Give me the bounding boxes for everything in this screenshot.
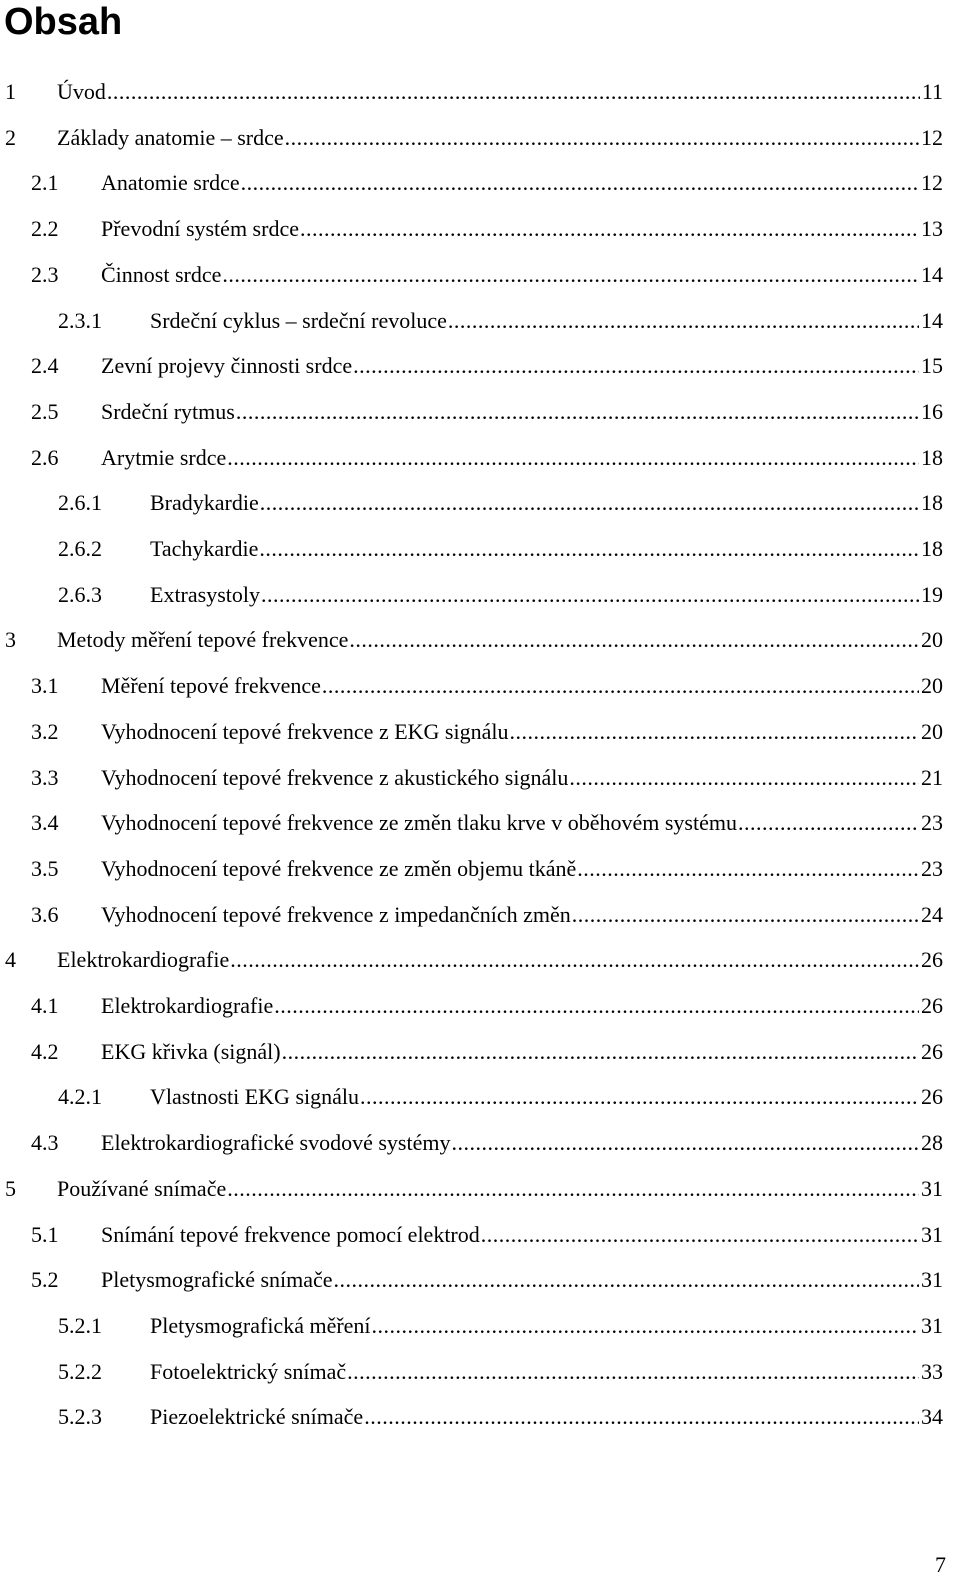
toc-leader-dots xyxy=(261,580,919,610)
toc-entry-label: Arytmie srdce xyxy=(101,445,227,470)
toc-entry-number: 3 xyxy=(5,627,16,652)
toc-entry-number: 2.3.1 xyxy=(58,308,102,333)
toc-entry[interactable] xyxy=(0,991,943,1021)
toc-entry-label: Základy anatomie – srdce xyxy=(57,125,284,150)
toc-entry-number: 2.2 xyxy=(31,216,59,241)
toc-leader-dots xyxy=(509,717,919,747)
toc-entry-number: 5.2.1 xyxy=(58,1313,102,1338)
toc-leader-dots xyxy=(230,945,919,975)
toc-entry-label: Elektrokardiografie xyxy=(57,947,230,972)
toc-leader-dots xyxy=(349,625,919,655)
toc-entry[interactable] xyxy=(0,1311,943,1341)
toc-leader-dots xyxy=(364,1402,919,1432)
toc-entry[interactable] xyxy=(0,580,943,610)
toc-leader-dots xyxy=(738,808,919,838)
toc-entry[interactable] xyxy=(0,763,943,793)
toc-leader-dots xyxy=(285,123,919,153)
toc-entry-page: 15 xyxy=(921,353,943,378)
toc-entry-page: 26 xyxy=(921,1039,943,1064)
toc-leader-dots xyxy=(300,214,919,244)
toc-entry-page: 28 xyxy=(921,1130,943,1155)
toc-leader-dots xyxy=(222,260,919,290)
toc-entry[interactable] xyxy=(0,306,943,336)
toc-entry[interactable] xyxy=(0,808,943,838)
toc-entry-number: 3.3 xyxy=(31,765,59,790)
toc-entry-label: Vyhodnocení tepové frekvence z impedančních změn xyxy=(101,902,571,927)
toc-entry-number: 4.1 xyxy=(31,993,59,1018)
toc-entry[interactable] xyxy=(0,168,943,198)
toc-entry[interactable] xyxy=(0,1265,943,1295)
toc-entry-label: Snímání tepové frekvence pomocí elektrod xyxy=(101,1222,480,1247)
toc-entry-page: 14 xyxy=(921,262,943,287)
toc-leader-dots xyxy=(451,1128,919,1158)
toc-entry[interactable] xyxy=(0,1357,943,1387)
toc-leader-dots xyxy=(227,443,919,473)
toc-entry[interactable] xyxy=(0,443,943,473)
toc-entry[interactable] xyxy=(0,397,943,427)
toc-entry[interactable] xyxy=(0,351,943,381)
toc-leader-dots xyxy=(448,306,919,336)
toc-entry-number: 5.2.2 xyxy=(58,1359,102,1384)
toc-entry[interactable] xyxy=(0,123,943,153)
toc-entry-number: 2.1 xyxy=(31,170,59,195)
toc-entry-number: 2 xyxy=(5,125,16,150)
toc-entry-label: Úvod xyxy=(57,79,106,104)
toc-entry-label: Extrasystoly xyxy=(150,582,260,607)
toc-entry-number: 3.2 xyxy=(31,719,59,744)
toc-leader-dots xyxy=(107,77,920,107)
toc-entry-number: 5 xyxy=(5,1176,16,1201)
toc-entry-page: 14 xyxy=(921,308,943,333)
toc-entry-label: Vyhodnocení tepové frekvence z EKG signálu xyxy=(101,719,509,744)
toc-leader-dots xyxy=(347,1357,919,1387)
toc-entry-page: 31 xyxy=(921,1313,943,1338)
toc-entry-label: Srdeční cyklus – srdeční revoluce xyxy=(150,308,447,333)
toc-entry-label: Používané snímače xyxy=(57,1176,227,1201)
toc-entry-page: 16 xyxy=(921,399,943,424)
toc-entry-number: 4.2 xyxy=(31,1039,59,1064)
toc-entry[interactable] xyxy=(0,534,943,564)
toc-entry[interactable] xyxy=(0,717,943,747)
toc-entry-page: 26 xyxy=(921,947,943,972)
toc-entry-page: 20 xyxy=(921,719,943,744)
toc-entry[interactable] xyxy=(0,625,943,655)
toc-leader-dots xyxy=(577,854,919,884)
toc-entry-label: Činnost srdce xyxy=(101,262,222,287)
toc-entry-label: Měření tepové frekvence xyxy=(101,673,321,698)
toc-entry-label: Elektrokardiografie xyxy=(101,993,274,1018)
toc-leader-dots xyxy=(372,1311,919,1341)
toc-entry-number: 2.4 xyxy=(31,353,59,378)
toc-entry-page: 12 xyxy=(921,125,943,150)
toc-leader-dots xyxy=(227,1174,919,1204)
toc-entry-page: 18 xyxy=(921,490,943,515)
toc-entry-number: 5.2 xyxy=(31,1267,59,1292)
toc-entry-number: 2.6.1 xyxy=(58,490,102,515)
toc-entry-label: Vyhodnocení tepové frekvence ze změn tlaku krve v oběhovém systému xyxy=(101,810,737,835)
toc-leader-dots xyxy=(481,1220,919,1250)
toc-entry-page: 34 xyxy=(921,1404,943,1429)
toc-entry-page: 31 xyxy=(921,1267,943,1292)
toc-leader-dots xyxy=(572,900,919,930)
toc-entry-label: Srdeční rytmus xyxy=(101,399,235,424)
toc-entry-number: 2.5 xyxy=(31,399,59,424)
toc-entry[interactable] xyxy=(0,1402,943,1432)
toc-entry-number: 1 xyxy=(5,79,16,104)
toc-leader-dots xyxy=(260,488,919,518)
toc-entry-page: 23 xyxy=(921,810,943,835)
toc-leader-dots xyxy=(334,1265,919,1295)
toc-entry-number: 2.6.2 xyxy=(58,536,102,561)
toc-entry-label: Pletysmografická měření xyxy=(150,1313,371,1338)
toc-leader-dots xyxy=(569,763,919,793)
toc-entry[interactable] xyxy=(0,854,943,884)
toc-entry-number: 5.2.3 xyxy=(58,1404,102,1429)
toc-entry-label: Převodní systém srdce xyxy=(101,216,299,241)
toc-entry-label: Tachykardie xyxy=(150,536,259,561)
toc-entry-page: 11 xyxy=(921,79,943,104)
toc-entry-label: Piezoelektrické snímače xyxy=(150,1404,364,1429)
toc-entry[interactable] xyxy=(0,77,943,107)
toc-entry-page: 13 xyxy=(921,216,943,241)
toc-entry-label: Vlastnosti EKG signálu xyxy=(150,1084,359,1109)
toc-entry-label: Anatomie srdce xyxy=(101,170,240,195)
toc-entry[interactable] xyxy=(0,1128,943,1158)
toc-entry-number: 2.3 xyxy=(31,262,59,287)
toc-entry-page: 31 xyxy=(921,1176,943,1201)
toc-leader-dots xyxy=(259,534,919,564)
toc-entry-label: Metody měření tepové frekvence xyxy=(57,627,349,652)
toc-entry-label: Bradykardie xyxy=(150,490,259,515)
page-title: Obsah xyxy=(4,1,123,43)
toc-entry[interactable] xyxy=(0,1082,943,1112)
toc-entry[interactable] xyxy=(0,1174,943,1204)
toc-entry-number: 5.1 xyxy=(31,1222,59,1247)
toc-entry-page: 24 xyxy=(921,902,943,927)
toc-entry-label: Vyhodnocení tepové frekvence ze změn objemu tkáně xyxy=(101,856,577,881)
toc-entry-page: 12 xyxy=(921,170,943,195)
toc-entry-label: Zevní projevy činnosti srdce xyxy=(101,353,353,378)
toc-entry-page: 20 xyxy=(921,673,943,698)
toc-entry-page: 20 xyxy=(921,627,943,652)
toc-entry-number: 3.1 xyxy=(31,673,59,698)
toc-entry-label: Pletysmografické snímače xyxy=(101,1267,333,1292)
toc-entry-page: 26 xyxy=(921,1084,943,1109)
toc-entry-page: 31 xyxy=(921,1222,943,1247)
toc-entry-label: Vyhodnocení tepové frekvence z akustického signálu xyxy=(101,765,569,790)
toc-entry[interactable] xyxy=(0,1037,943,1067)
toc-entry[interactable] xyxy=(0,260,943,290)
toc-entry[interactable] xyxy=(0,945,943,975)
toc-entry-page: 19 xyxy=(921,582,943,607)
toc-entry-label: EKG křivka (signál) xyxy=(101,1039,281,1064)
toc-entry-number: 3.4 xyxy=(31,810,59,835)
toc-entry[interactable] xyxy=(0,1220,943,1250)
toc-leader-dots xyxy=(274,991,919,1021)
toc-entry-page: 33 xyxy=(921,1359,943,1384)
toc-entry[interactable] xyxy=(0,214,943,244)
toc-entry-page: 26 xyxy=(921,993,943,1018)
toc-entry-number: 2.6.3 xyxy=(58,582,102,607)
toc-leader-dots xyxy=(353,351,919,381)
toc-entry-number: 4.2.1 xyxy=(58,1084,102,1109)
toc-entry-number: 2.6 xyxy=(31,445,59,470)
toc-leader-dots xyxy=(241,168,919,198)
toc-entry-number: 4 xyxy=(5,947,16,972)
toc-entry[interactable] xyxy=(0,488,943,518)
toc-entry-number: 3.6 xyxy=(31,902,59,927)
toc-entry-page: 18 xyxy=(921,445,943,470)
toc-entry[interactable] xyxy=(0,671,943,701)
toc-entry-label: Fotoelektrický snímač xyxy=(150,1359,347,1384)
toc-entry-number: 4.3 xyxy=(31,1130,59,1155)
toc-entry-page: 21 xyxy=(921,765,943,790)
toc-leader-dots xyxy=(360,1082,919,1112)
toc-entry-page: 23 xyxy=(921,856,943,881)
toc-leader-dots xyxy=(282,1037,919,1067)
toc-entry-label: Elektrokardiografické svodové systémy xyxy=(101,1130,451,1155)
toc-entry[interactable] xyxy=(0,900,943,930)
toc-entry-page: 18 xyxy=(921,536,943,561)
toc-leader-dots xyxy=(236,397,919,427)
page-number: 7 xyxy=(935,1552,946,1577)
toc-entry-number: 3.5 xyxy=(31,856,59,881)
toc-leader-dots xyxy=(322,671,919,701)
